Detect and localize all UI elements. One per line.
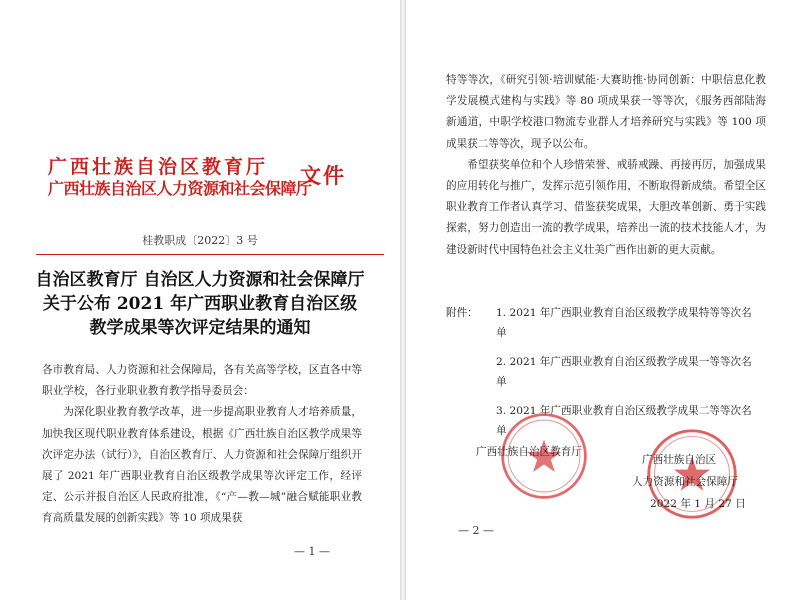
title-line-1: 自治区教育厅 自治区人力资源和社会保障厅 [35, 270, 365, 290]
title-line-3: 教学成果等次评定结果的通知 [89, 318, 311, 338]
document-title [0, 268, 400, 340]
page-number-1: — 1 — [294, 545, 330, 558]
attachment-2: 2. 2021 年广西职业教育自治区级教学成果一等等次名单 [496, 356, 752, 388]
red-divider [36, 254, 384, 255]
letterhead-issuer-2: 广西壮族自治区人力资源和社会保障厅 [48, 179, 312, 198]
letterhead-suffix: 文件 [300, 163, 346, 188]
paragraph-1-continued: 特等等次，《研究引领·培训赋能·大赛助推·协同创新：中职信息化教学发展模式建构与实践》等 80 项成果获一等等次，《服务西部陆海新通道，中职学校港口物流专业群人才培养研究与实践》等 100 项成果获二等等次，现予以公布。 [446, 74, 766, 150]
page-number-2: — 2 — [458, 524, 494, 537]
attachment-item [446, 352, 756, 392]
attachment-1: 1. 2021 年广西职业教育自治区级教学成果特等等次名单 [496, 307, 752, 339]
body-text-page-2 [446, 70, 766, 261]
paragraph-1: 为深化职业教育教学改革，进一步提高职业教育人才培养质量，加快我区现代职业教育体系建设，根据《广西壮族自治区教学成果等次评定办法（试行）》，自治区教育厅、人力资源和社会保障厅组织开展了 2021 年广西职业教育自治区级教学成果等次评定工作，经评定、公示并报自治区人民政府批准，《“产—教—城”融合赋能职业教育高质量发展的创新实践》等 10 项成果获 [42, 406, 362, 525]
attachment-3: 3. 2021 年广西职业教育自治区级教学成果二等等次名单 [496, 405, 752, 437]
signatory-hrss-line-2: 人力资源和社会保障厅 [632, 476, 738, 488]
document-number: 桂教职成〔2022〕3 号 [142, 234, 258, 247]
body-text-page-1 [42, 360, 362, 530]
paragraph-2: 希望获奖单位和个人珍惜荣誉、戒骄戒躁、再接再厉，加强成果的应用转化与推广，发挥示范引领作用，不断取得新成绩。希望全区职业教育工作者认真学习、借鉴获奖成果，大胆改革创新、勇于实践探索，努力创造出一流的教学成果，培养出一流的技术技能人才，为建设新时代中国特色社会主义壮美广西作出新的更大贡献。 [446, 158, 766, 256]
document-page-2 [406, 0, 800, 600]
attachment-item [446, 303, 756, 343]
recipients: 各市教育局、人力资源和社会保障局，各有关高等学校，区直各中等职业学校，各行业职业教育教学指导委员会： [42, 364, 362, 398]
signatory-education-department: 广西壮族自治区教育厅 [476, 446, 582, 458]
letterhead-issuer-1: 广西壮族自治区教育厅 [48, 156, 269, 178]
signatory-hrss-line-1: 广西壮族自治区 [642, 454, 717, 466]
attachment-label: 附件： [446, 307, 478, 319]
issue-date: 2022 年 1 月 27 日 [650, 498, 746, 510]
title-line-2: 关于公布 2021 年广西职业教育自治区级 [42, 294, 358, 314]
